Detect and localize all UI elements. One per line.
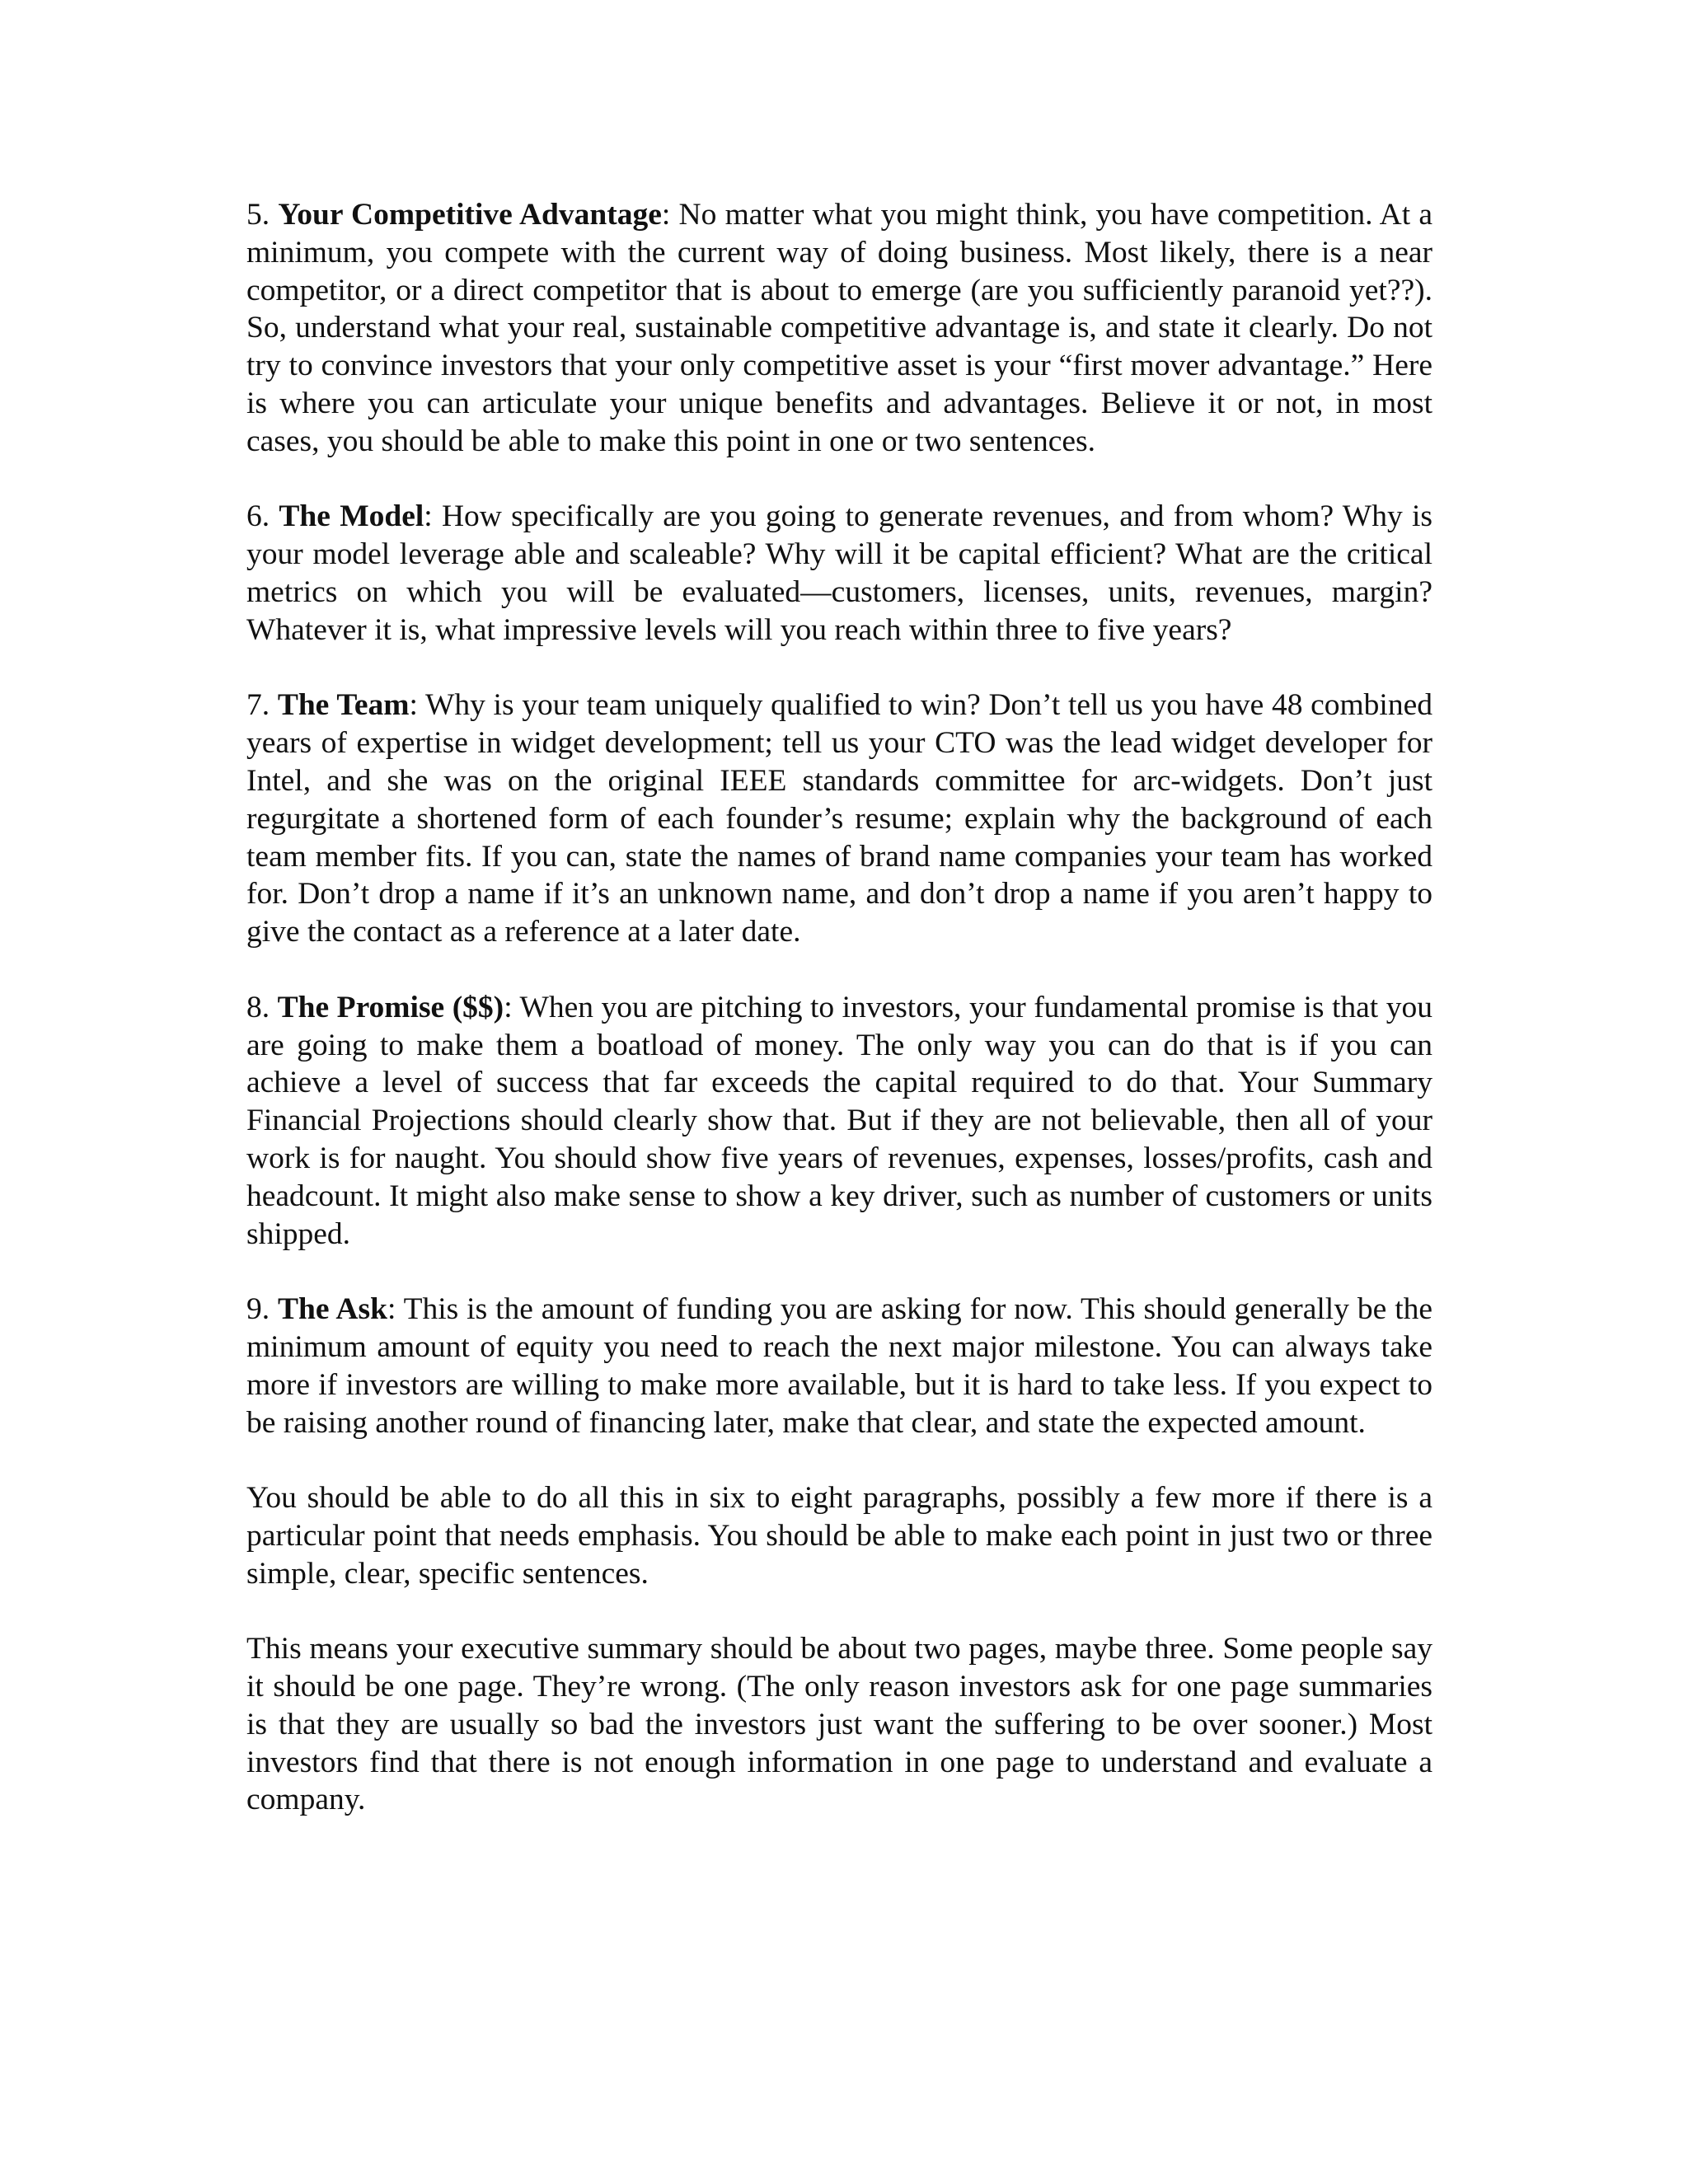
item-number: 7. (246, 688, 278, 723)
paragraph-closing-length: You should be able to do all this in six to eight paragraphs, possibly a few more if there is a particular point that needs emphasis. You should be able to make each point in just two or three simple, clear, specific sentences. (246, 1481, 1432, 1591)
paragraph-closing-pages: This means your executive summary should be about two pages, maybe three. Some people say it should be one page. They’re wrong. (The only reason investors ask for one page summaries is that they are usually so bad the investors just want the suffering to be over sooner.) Most investors find that there is not enough information in one page to understand and evaluate a company. (246, 1632, 1432, 1817)
paragraph-the-promise (246, 989, 1432, 1254)
item-body: : Why is your team uniquely qualified to win? Don’t tell us you have 48 combined years of expertise in widget development; tell us your CTO was the lead widget developer for Intel, and she was on the original IEEE standards committee for arc-widgets. Don’t just regurgitate a shortened form of each founder’s resume; explain why the background of each team member fits. If you can, state the names of brand name companies your team has worked for. Don’t drop a name if it’s an unknown name, and don’t drop a name if you aren’t happy to give the contact as a reference at a later date. (246, 688, 1432, 949)
item-number: 5. (246, 198, 279, 232)
item-heading: The Model (279, 499, 424, 534)
item-body: : When you are pitching to investors, your fundamental promise is that you are going to make them a boatload of money. The only way you can do that is if you can achieve a level of success that far exceeds the capital required to do that. Your Summary Financial Projections should clearly show that. But if they are not believable, then all of your work is for naught. You should show five years of revenues, expenses, losses/profits, cash and headcount. It might also make sense to show a key driver, such as number of customers or units shipped. (246, 990, 1432, 1251)
item-body: : No matter what you might think, you have competition. At a minimum, you compete with the current way of doing business. Most likely, there is a near competitor, or a direct competitor that is about to emerge (are you sufficiently paranoid yet??). So, understand what your real, sustainable competitive advantage is, and state it clearly. Do not try to convince investors that your only competitive asset is your “first mover advantage.” Here is where you can articulate your unique benefits and advantages. Believe it or not, in most cases, you should be able to make this point in one or two sentences. (246, 198, 1432, 458)
item-body: : How specifically are you going to generate revenues, and from whom? Why is your model leverage able and scaleable? Why will it be capital efficient? What are the critical metrics on which you will be evaluated—customers, licenses, units, revenues, margin? Whatever it is, what impressive levels will you reach within three to five years? (246, 499, 1432, 647)
item-heading: The Promise ($$) (277, 990, 504, 1024)
document-body (246, 196, 1432, 1857)
paragraph-competitive-advantage (246, 196, 1432, 461)
paragraph-the-team (246, 687, 1432, 951)
item-heading: Your Competitive Advantage (278, 198, 662, 232)
item-body: : This is the amount of funding you are asking for now. This should generally be the minimum amount of equity you need to reach the next major milestone. You can always take more if investors are willing to make more available, but it is hard to take less. If you expect to be raising another round of financing later, make that clear, and state the expected amount. (246, 1292, 1433, 1440)
paragraph-the-ask (246, 1291, 1432, 1441)
item-heading: The Ask (278, 1292, 387, 1327)
item-number: 9. (246, 1292, 279, 1327)
item-number: 6. (246, 499, 279, 534)
item-number: 8. (246, 990, 278, 1024)
item-heading: The Team (277, 688, 410, 723)
paragraph-the-model (246, 498, 1432, 649)
